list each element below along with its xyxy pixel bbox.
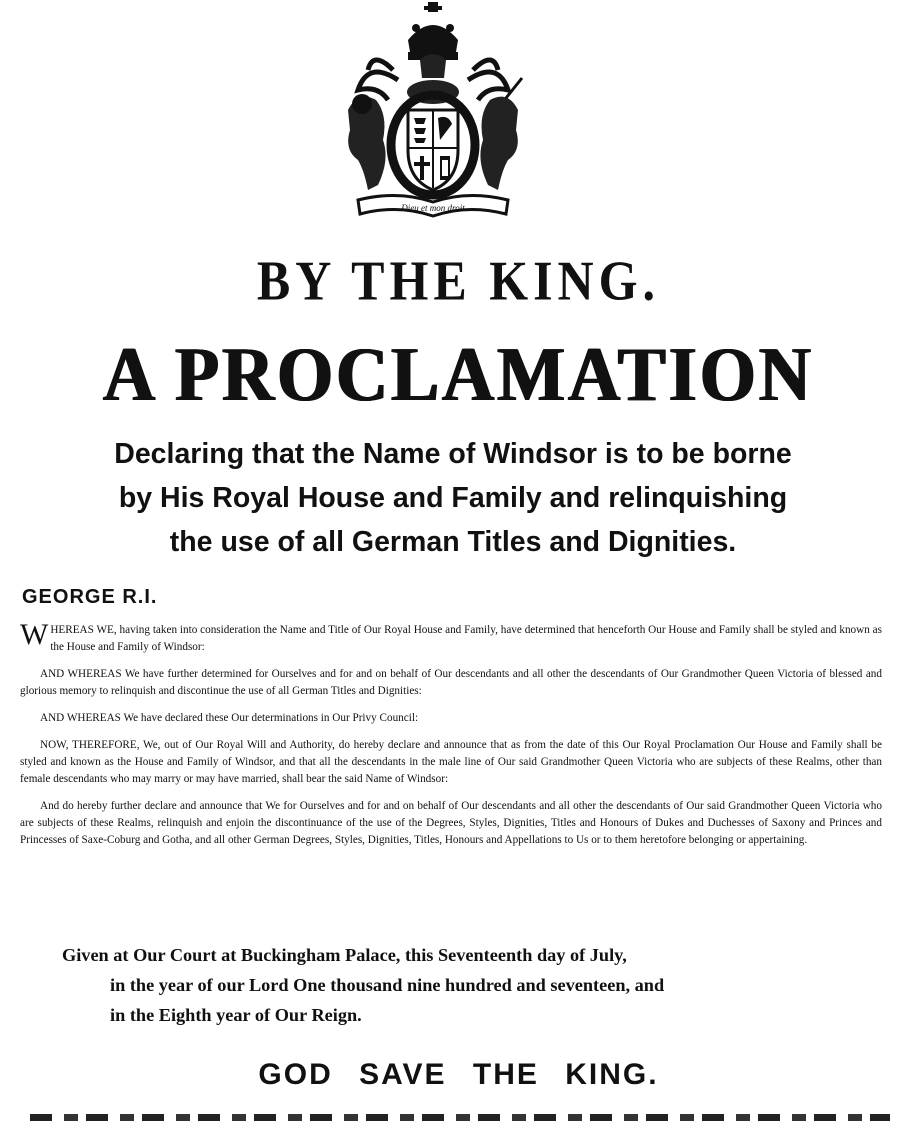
subtitle: [20, 432, 886, 564]
subtitle-line-2: by His Royal House and Family and relinquishing: [118, 482, 788, 514]
paragraph-declare: And do hereby further declare and announce that We for Ourselves and for and on behalf of Our descendants and all other the descendants of Our said Grandmother Queen Victoria who are subjects of these Realms, relinquish and enjoin the discontinuance of the use of the Degrees, Styles, Dignities, Titles and Honours of Dukes and Duchesses of Saxony and Princes and Princesses of Saxe-Coburg and Gotha, and all other German Degrees, Styles, Dignities, Titles, Honours and Appellations to Us or to them heretofore belonging or appertaining.: [20, 800, 882, 846]
cropped-bottom-text: [30, 1114, 890, 1121]
subtitle-line-1: Declaring that the Name of Windsor is to be borne: [114, 438, 792, 470]
closing-line: GOD SAVE THE KING.: [258, 1058, 659, 1091]
paragraph-whereas-3: AND WHEREAS We have declared these Our determinations in Our Privy Council:: [40, 712, 419, 724]
given-line-2: in the year of our Lord One thousand nine hundred and seventeen, and: [110, 975, 665, 995]
given-line-3: in the Eighth year of Our Reign.: [110, 1005, 362, 1025]
crest-motto: Dieu et mon droit: [401, 203, 465, 213]
royal-signature: GEORGE R.I.: [22, 586, 158, 608]
proclamation-body: [20, 618, 882, 859]
document-title: A PROCLAMATION: [103, 331, 814, 418]
given-line-1: Given at Our Court at Buckingham Palace, this Seventeenth day of July,: [62, 945, 627, 965]
paragraph-whereas-1: [20, 618, 882, 656]
paragraph-therefore: NOW, THEREFORE, We, out of Our Royal Will and Authority, do hereby declare and announce that as from the date of this Our Royal Proclamation Our House and Family shall be styled and known as the House and Family of Windsor, and that all the descendants in the male line of Our said Grandmother Queen Victoria who are subjects of these Realms, other than female descendants who may marry or may have married, shall bear the said Name of Windsor:: [20, 739, 882, 785]
paragraph-whereas-2: AND WHEREAS We have further determined for Ourselves and for and on behalf of Our descendants and all other the descendants of Our Grandmother Queen Victoria of blessed and glorious memory to relinquish and discontinue the use of all German Titles and Dignities:: [20, 668, 882, 697]
given-at-court: [62, 940, 882, 1030]
subtitle-line-3: the use of all German Titles and Dignities.: [169, 526, 737, 558]
heading: BY THE KING.: [256, 249, 661, 312]
paragraph-whereas-1-text: HEREAS WE, having taken into consideration the Name and Title of Our Royal House and Family, have determined that henceforth Our House and Family shall be styled and known as the House and Family of Windsor:: [50, 624, 882, 653]
royal-coat-of-arms-icon: [338, 0, 528, 222]
drop-cap: W: [20, 618, 49, 651]
